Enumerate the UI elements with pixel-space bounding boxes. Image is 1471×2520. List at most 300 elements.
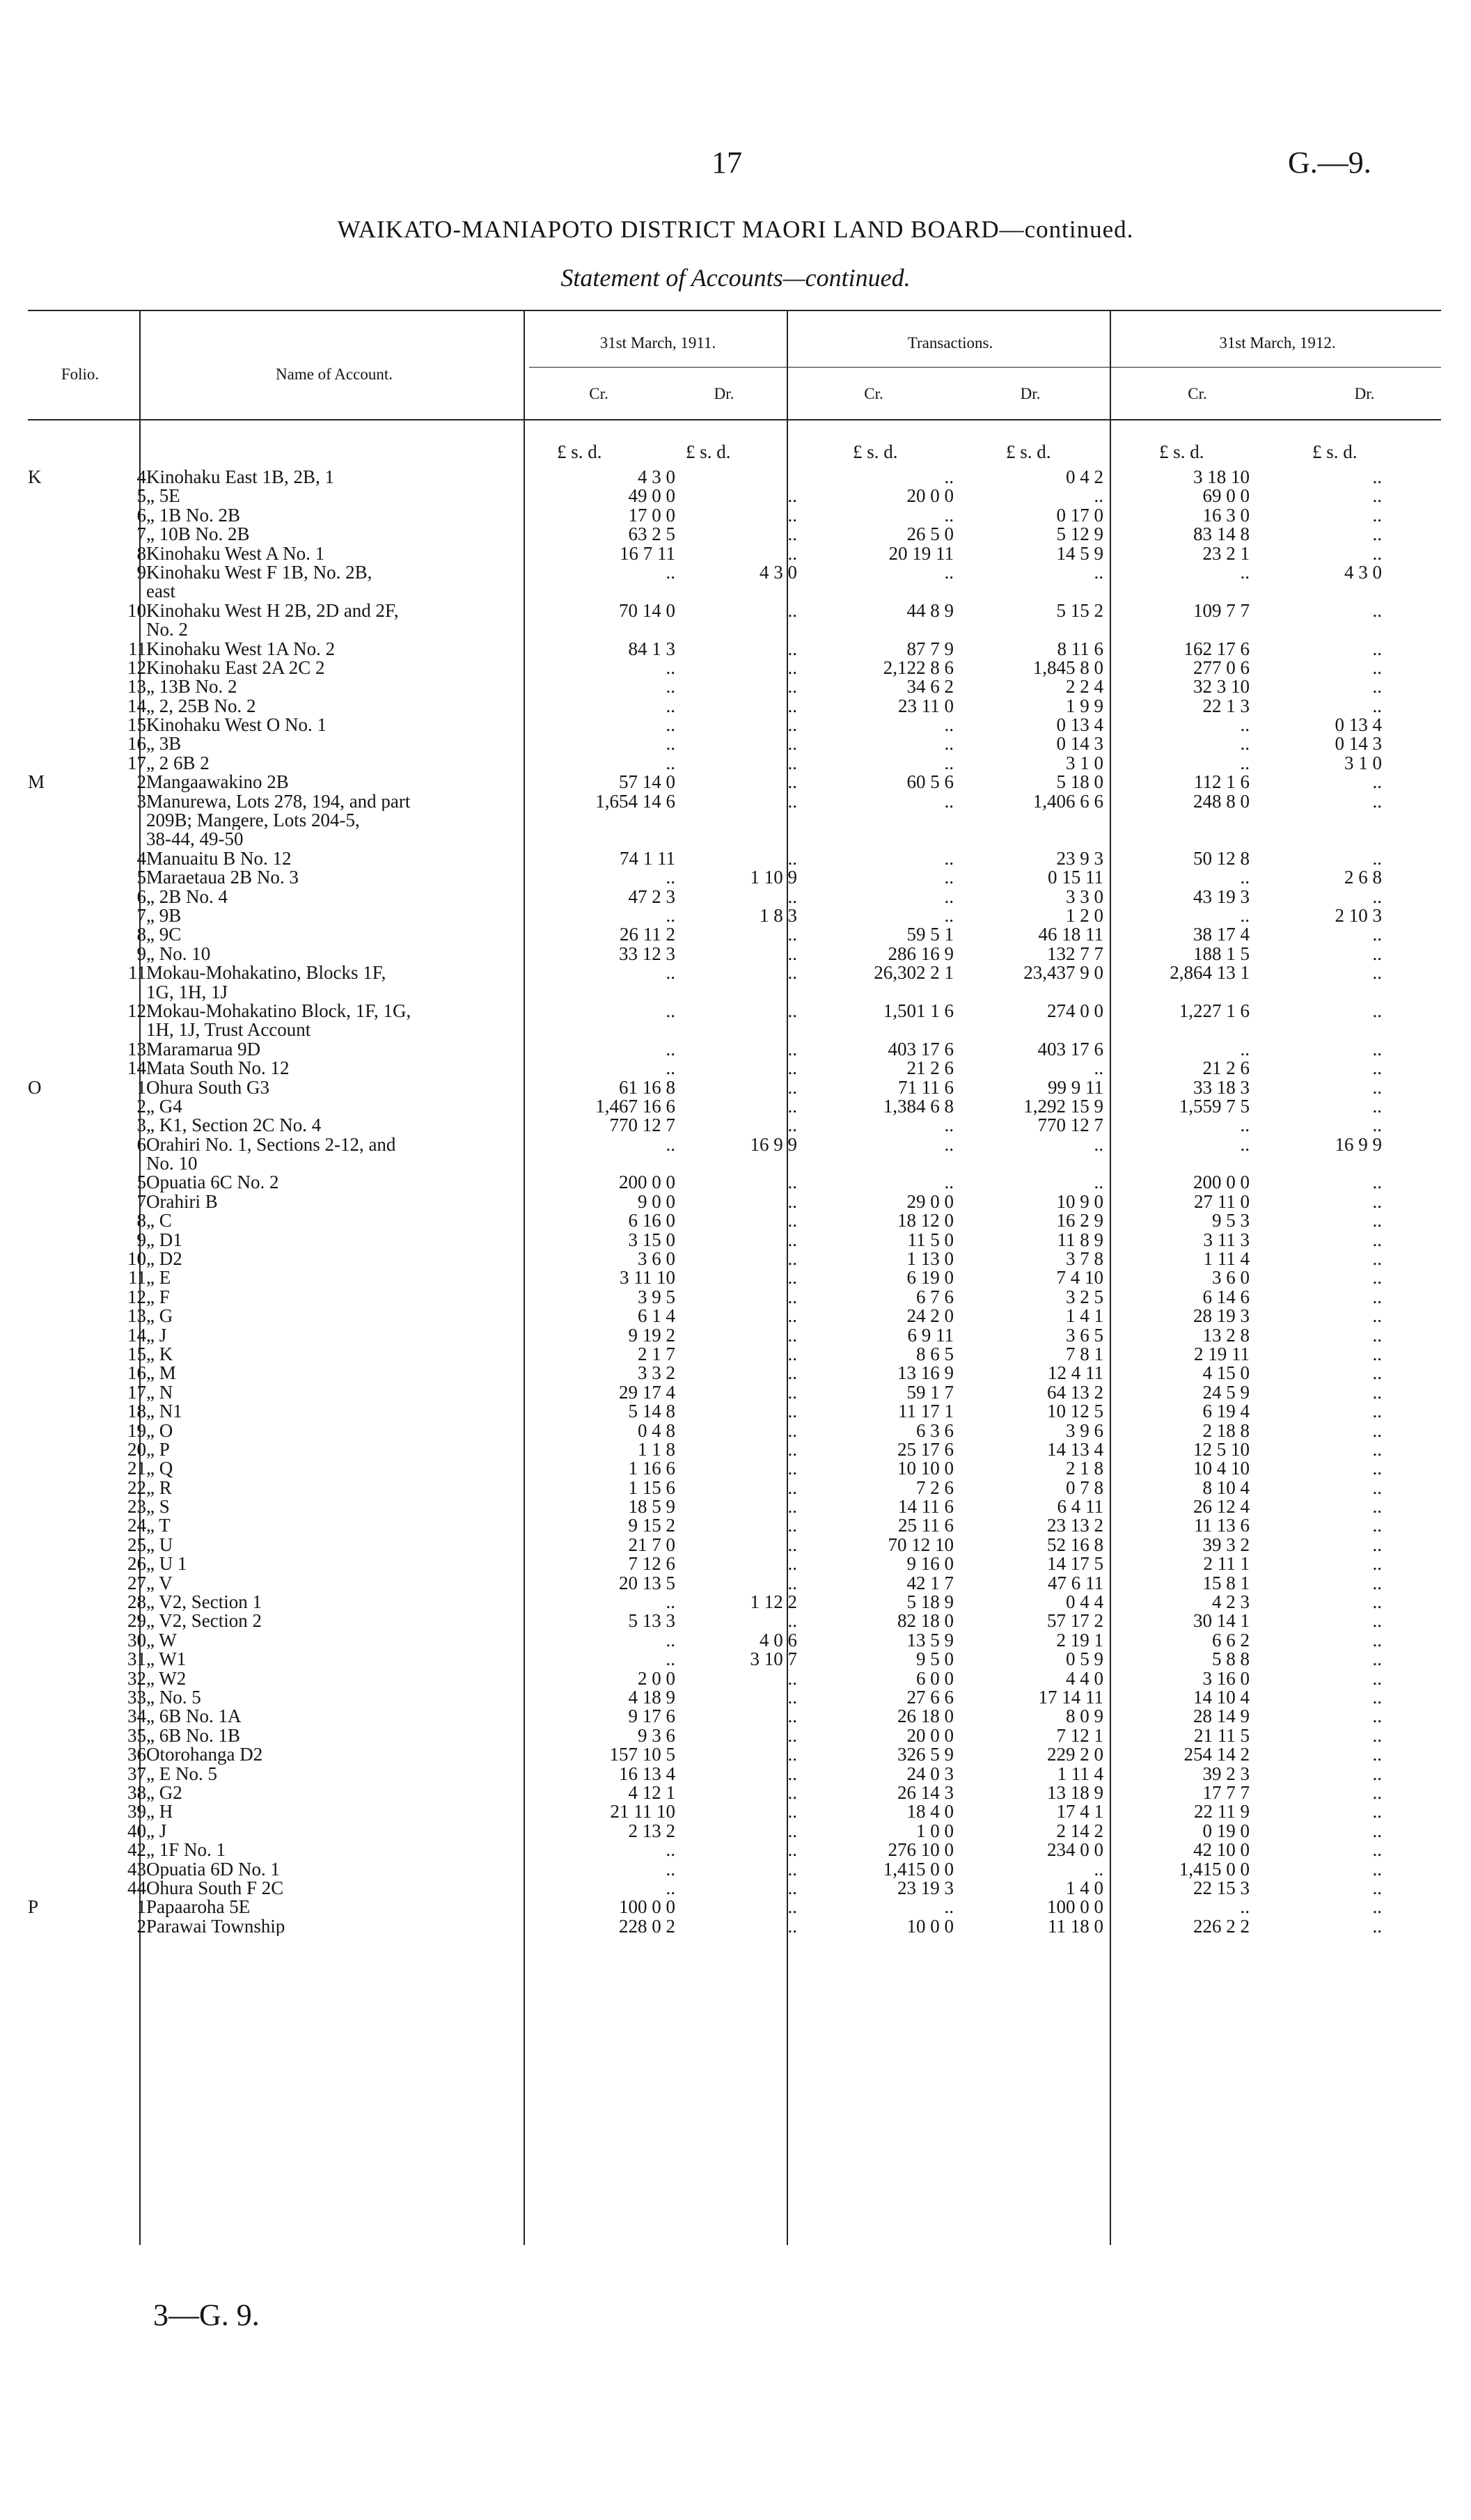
account-name: „ 9C	[146, 925, 182, 945]
dr-transactions: 5 12 9	[1056, 525, 1103, 544]
table-row	[28, 601, 1382, 620]
section-letter	[28, 1860, 66, 1879]
dr-1911	[675, 582, 797, 601]
cr-1911: 3 9 5	[638, 1287, 675, 1307]
units-dr-1912: £ s. d.	[1312, 441, 1358, 462]
section-letter	[28, 620, 66, 639]
cr-1912: 3 6 0	[1212, 1268, 1250, 1288]
table-row	[28, 1402, 1382, 1421]
cr-transactions: 60 5 6	[906, 773, 954, 792]
section-letter	[28, 1879, 66, 1898]
section-letter	[28, 849, 66, 868]
section-letter	[28, 1917, 66, 1936]
cr-1911: 6 16 0	[628, 1211, 675, 1231]
account-name: „ J	[146, 1821, 167, 1841]
cr-1911: 20 13 5	[619, 1573, 675, 1593]
cr-transactions	[797, 983, 954, 1002]
dr-1911: ..	[787, 925, 797, 945]
dr-transactions: 11 18 0	[1048, 1916, 1103, 1937]
table-row	[28, 1650, 1382, 1669]
folio-number: 38	[127, 1783, 146, 1803]
dr-transactions: ..	[1094, 1135, 1103, 1155]
table-row	[28, 1192, 1382, 1211]
dr-1911: ..	[787, 658, 797, 678]
dr-1911: ..	[787, 716, 797, 735]
cr-1912: 32 3 10	[1193, 677, 1250, 697]
cr-1911: ..	[666, 734, 675, 754]
folio-number: 1	[136, 1898, 146, 1917]
folio-number	[66, 1021, 146, 1039]
folio-number: 11	[128, 963, 146, 983]
table-row	[28, 1745, 1382, 1764]
account-name: Kinohaku West A No. 1	[146, 544, 325, 563]
cr-1911: 9 3 6	[638, 1726, 675, 1746]
dr-transactions: 64 13 2	[1047, 1383, 1103, 1403]
dr-1911: ..	[787, 1287, 797, 1307]
folio-number: 43	[127, 1859, 146, 1879]
table-row	[28, 544, 1382, 563]
folio-number: 6	[136, 1135, 146, 1155]
dr-1912: 3 1 0	[1344, 753, 1382, 773]
account-name: „ T	[146, 1516, 171, 1536]
cr-transactions: 6 7 6	[916, 1287, 954, 1307]
dr-1912: ..	[1372, 1230, 1382, 1250]
account-name: „ 5E	[146, 487, 180, 506]
table-row	[28, 563, 1382, 582]
cr-transactions: 2,122 8 6	[883, 658, 954, 678]
dr-transactions: 10 12 5	[1047, 1402, 1103, 1422]
cr-1911	[550, 1154, 675, 1173]
folio-number: 9	[136, 562, 146, 583]
cr-1911	[550, 582, 675, 601]
account-name: „ 3B	[146, 734, 182, 754]
dr-1911: ..	[787, 792, 797, 812]
dr-1912: ..	[1372, 677, 1382, 697]
dr-1911: ..	[787, 1726, 797, 1746]
dr-1911: ..	[787, 887, 797, 906]
dr-transactions: ..	[1094, 1059, 1103, 1078]
cr-1912	[1103, 983, 1250, 1002]
dr-transactions	[954, 811, 1103, 830]
dr-1912: 2 10 3	[1335, 906, 1382, 926]
table-row	[28, 1765, 1382, 1783]
cr-1912	[1103, 582, 1250, 601]
table-row	[28, 1231, 1382, 1250]
section-letter	[28, 1364, 66, 1383]
dr-1912: ..	[1372, 1096, 1382, 1117]
dr-1912: ..	[1372, 792, 1382, 812]
section-letter	[28, 1516, 66, 1535]
dr-1911: ..	[787, 1096, 797, 1117]
cr-1911	[550, 1021, 675, 1039]
account-name: „ 2 6B 2	[146, 753, 210, 773]
cr-1911: ..	[666, 1059, 675, 1078]
cr-1912: 2 19 11	[1194, 1344, 1250, 1364]
section-letter	[28, 1669, 66, 1688]
account-name: „ 6B No. 1A	[146, 1707, 242, 1726]
section-letter	[28, 1231, 66, 1250]
table-row	[28, 1307, 1382, 1325]
cr-transactions: 5 18 9	[906, 1593, 954, 1612]
account-name: Kinohaku West F 1B, No. 2B,	[146, 562, 372, 583]
table-row	[28, 1707, 1382, 1726]
account-name: „ U 1	[146, 1554, 187, 1574]
dr-transactions: 0 4 2	[1066, 468, 1103, 487]
folio-number: 13	[127, 677, 146, 697]
cr-transactions	[797, 1021, 954, 1039]
cr-1911: ..	[666, 753, 675, 773]
folio-header: Folio.	[61, 365, 100, 383]
folio-number: 3	[136, 1116, 146, 1135]
account-name: „ J	[146, 1325, 167, 1345]
folio-number: 14	[127, 696, 146, 716]
dr-1912: ..	[1372, 639, 1382, 659]
dr-1912: ..	[1372, 1307, 1382, 1326]
cr-1912: ..	[1240, 868, 1250, 888]
section-letter	[28, 1707, 66, 1726]
folio-number: 13	[127, 1307, 146, 1326]
account-name: „ U	[146, 1535, 173, 1555]
dr-1912: ..	[1372, 1898, 1382, 1917]
dr-1911: ..	[787, 1859, 797, 1879]
document-title: WAIKATO-MANIAPOTO DISTRICT MAORI LAND BOARD—continued.	[337, 216, 1134, 243]
dr-1912: ..	[1372, 887, 1382, 906]
dr-1911: 1 12 2	[750, 1593, 797, 1612]
units-dr-1911: £ s. d.	[686, 441, 731, 462]
cr-transactions: ..	[944, 1173, 954, 1192]
cr-transactions: 6 0 0	[916, 1669, 954, 1688]
cr-1911: 2 1 7	[638, 1344, 675, 1364]
section-letter	[28, 582, 66, 601]
section-letter: P	[28, 1898, 39, 1917]
cr-1911: 4 18 9	[628, 1688, 675, 1708]
folio-number: 4	[136, 468, 146, 487]
dr-transactions: 274 0 0	[1047, 1001, 1103, 1021]
cr-1912: 39 3 2	[1202, 1535, 1250, 1555]
cr-1911: 9 19 2	[628, 1325, 675, 1345]
cr-transactions: 20 0 0	[906, 1726, 954, 1746]
account-name: No. 10	[146, 1154, 198, 1174]
table-row	[28, 468, 1382, 487]
cr-transactions: 13 5 9	[906, 1630, 954, 1651]
cr-transactions: ..	[944, 468, 954, 487]
account-name: Orahiri B	[146, 1192, 218, 1212]
section-letter	[28, 906, 66, 925]
table-row	[28, 1078, 1382, 1097]
dr-1912: ..	[1372, 849, 1382, 869]
folio-number: 8	[136, 544, 146, 563]
dr-1911: ..	[787, 1745, 797, 1765]
dr-1911: ..	[787, 1402, 797, 1422]
cr-1911-header: Cr.	[589, 385, 608, 402]
dr-transactions: 4 4 0	[1066, 1669, 1103, 1688]
cr-transactions: 26,302 2 1	[874, 963, 954, 983]
cr-1911: ..	[666, 696, 675, 716]
dr-1911: ..	[787, 677, 797, 697]
dr-1912: ..	[1372, 1211, 1382, 1231]
cr-1912: 3 11 3	[1203, 1230, 1250, 1250]
dr-1912: 4 3 0	[1344, 562, 1382, 583]
table-row	[28, 1917, 1382, 1936]
table-row	[28, 659, 1382, 677]
cr-1912-header: Cr.	[1188, 385, 1207, 402]
table-row	[28, 1002, 1382, 1021]
folio-number: 6	[136, 887, 146, 906]
cr-1912: 11 13 6	[1194, 1516, 1250, 1536]
cr-1912: 42 10 0	[1193, 1841, 1250, 1860]
section-letter	[28, 1783, 66, 1802]
dr-transactions: 1,292 15 9	[1023, 1096, 1103, 1117]
cr-transactions: ..	[944, 1116, 954, 1135]
dr-1912: ..	[1372, 1554, 1382, 1574]
cr-1911: 26 11 2	[620, 925, 675, 945]
dr-1911: ..	[787, 1173, 797, 1192]
account-name: „ S	[146, 1497, 170, 1517]
dr-1912: ..	[1372, 1078, 1382, 1097]
dr-1911: ..	[787, 1688, 797, 1708]
cr-1911: 47 2 3	[628, 887, 675, 906]
folio-number: 10	[127, 1250, 146, 1269]
cr-transactions: 23 19 3	[897, 1878, 954, 1898]
dr-1911: ..	[787, 1821, 797, 1841]
cr-1912: 254 14 2	[1183, 1745, 1250, 1765]
account-name: „ 1F No. 1	[146, 1841, 226, 1860]
account-name: No. 2	[146, 620, 188, 640]
dr-1911: ..	[787, 487, 797, 506]
dr-transactions: 1 11 4	[1057, 1764, 1103, 1783]
account-name: Mangaawakino 2B	[146, 773, 289, 792]
dr-1911: ..	[787, 1707, 797, 1726]
section-letter	[28, 868, 66, 887]
cr-transactions: 25 11 6	[898, 1516, 954, 1536]
account-name: „ No. 10	[146, 944, 211, 964]
account-name: Otorohanga D2	[146, 1745, 263, 1765]
dr-1911: ..	[787, 734, 797, 754]
section-letter	[28, 1612, 66, 1630]
section-letter	[28, 1440, 66, 1459]
cr-1912: 6 19 4	[1202, 1402, 1250, 1422]
cr-transactions: ..	[944, 1898, 954, 1917]
account-name: „ 2B No. 4	[146, 887, 228, 906]
table-row	[28, 792, 1382, 811]
dr-1911: ..	[787, 1669, 797, 1688]
folio-number: 7	[136, 1192, 146, 1212]
cr-1912: 13 2 8	[1202, 1325, 1250, 1345]
dr-1911	[675, 1154, 797, 1173]
cr-1911: 21 7 0	[628, 1535, 675, 1555]
folio-number	[66, 582, 146, 601]
section-letter	[28, 734, 66, 753]
dr-transactions: 2 2 4	[1066, 677, 1103, 697]
dr-1911: ..	[787, 1250, 797, 1269]
cr-1911	[550, 983, 675, 1002]
cr-1911: 6 1 4	[638, 1307, 675, 1326]
dr-1912: ..	[1372, 963, 1382, 983]
table-row	[28, 1860, 1382, 1879]
table-row	[28, 1345, 1382, 1364]
dr-transactions: 1 2 0	[1066, 906, 1103, 926]
dr-1912: ..	[1372, 1497, 1382, 1517]
cr-transactions: ..	[944, 753, 954, 773]
cr-transactions	[797, 620, 954, 639]
cr-transactions: 25 17 6	[897, 1440, 954, 1460]
dr-transactions	[954, 620, 1103, 639]
cr-transactions: 87 7 9	[906, 639, 954, 659]
folio-number: 5	[136, 1173, 146, 1192]
account-name: „ H	[146, 1802, 173, 1822]
cr-1911	[550, 811, 675, 830]
cr-1912: 28 19 3	[1193, 1307, 1250, 1326]
document-reference: G.—9.	[1288, 145, 1371, 180]
cr-1912: 9 5 3	[1212, 1211, 1250, 1231]
dr-transactions: 13 18 9	[1047, 1783, 1103, 1803]
cr-transactions: 70 12 10	[888, 1535, 954, 1555]
section-letter	[28, 1211, 66, 1230]
cr-1911: ..	[666, 906, 675, 926]
table-row	[28, 849, 1382, 868]
dr-1911: ..	[787, 696, 797, 716]
folio-number: 15	[127, 1344, 146, 1364]
table-row	[28, 1612, 1382, 1630]
dr-1912: ..	[1372, 1726, 1382, 1746]
table-row	[28, 1802, 1382, 1821]
cr-1912: ..	[1240, 906, 1250, 926]
folio-number: 31	[127, 1650, 146, 1669]
dr-1911: ..	[787, 1554, 797, 1574]
dr-transactions	[954, 1154, 1103, 1173]
dr-1912	[1250, 1154, 1382, 1173]
account-name: Kinohaku West H 2B, 2D and 2F,	[146, 601, 399, 621]
cr-1911: 4 12 1	[628, 1783, 675, 1803]
dr-1911: ..	[787, 1059, 797, 1078]
cr-1912: 38 17 4	[1193, 925, 1250, 945]
cr-1911: 157 10 5	[609, 1745, 675, 1765]
cr-1912: 1,227 1 6	[1179, 1001, 1250, 1021]
cr-transactions: 13 16 9	[897, 1364, 954, 1383]
table-row	[28, 963, 1382, 982]
cr-transactions: 6 19 0	[906, 1268, 954, 1288]
dr-1912: ..	[1372, 1364, 1382, 1383]
section-letter	[28, 659, 66, 677]
account-name: „ G	[146, 1307, 173, 1326]
folio-number: 3	[136, 792, 146, 812]
account-name: „ E	[146, 1268, 171, 1288]
dr-transactions: 100 0 0	[1047, 1898, 1103, 1917]
folio-number: 7	[136, 906, 146, 926]
account-name: Maramarua 9D	[146, 1039, 261, 1060]
folio-number: 5	[136, 487, 146, 506]
header-mid-rule	[529, 367, 1441, 368]
cr-1911: 9 15 2	[628, 1516, 675, 1536]
dr-1911: ..	[787, 773, 797, 792]
dr-transactions	[954, 983, 1103, 1002]
cr-1911: ..	[666, 677, 675, 697]
cr-1911: 2 13 2	[628, 1821, 675, 1841]
cr-1912: 16 3 0	[1202, 505, 1250, 526]
cr-1912: 30 14 1	[1193, 1612, 1250, 1631]
account-name: „ C	[146, 1211, 172, 1231]
cr-transactions: 10 10 0	[897, 1459, 954, 1479]
units-dr-transactions: £ s. d.	[1006, 441, 1051, 462]
dr-transactions-header: Dr.	[1020, 385, 1041, 402]
cr-1912: 10 4 10	[1193, 1459, 1250, 1479]
dr-1912: ..	[1372, 1325, 1382, 1345]
dr-1911: ..	[787, 505, 797, 526]
folio-number: 6	[136, 505, 146, 526]
folio-number: 14	[127, 1059, 146, 1078]
dr-1911: ..	[787, 1364, 797, 1383]
cr-transactions: 1 13 0	[906, 1250, 954, 1269]
cr-transactions: ..	[944, 1135, 954, 1155]
dr-1912: ..	[1372, 1344, 1382, 1364]
dr-1912: ..	[1372, 1821, 1382, 1841]
cr-transactions	[797, 830, 954, 849]
section-letter	[28, 525, 66, 544]
dr-1911: ..	[787, 1268, 797, 1288]
dr-1912: ..	[1372, 1878, 1382, 1898]
dr-1912: ..	[1372, 1783, 1382, 1803]
section-letter	[28, 1802, 66, 1821]
folio-number: 2	[136, 1916, 146, 1937]
folio-number: 8	[136, 1211, 146, 1231]
section-letter	[28, 1097, 66, 1116]
units-cr-1911: £ s. d.	[557, 441, 602, 462]
dr-transactions	[954, 830, 1103, 849]
section-letter	[28, 1726, 66, 1745]
table-row	[28, 1021, 1382, 1039]
header-top-rule	[28, 310, 1441, 311]
cr-transactions: 403 17 6	[888, 1039, 954, 1060]
section-letter	[28, 1593, 66, 1612]
transactions-header: Transactions.	[907, 334, 993, 352]
cr-1912: 3 18 10	[1193, 468, 1250, 487]
cr-1911: 3 15 0	[628, 1230, 675, 1250]
folio-number: 29	[127, 1612, 146, 1631]
folio-number: 37	[127, 1764, 146, 1783]
account-name: „ V2, Section 2	[146, 1612, 262, 1631]
cr-transactions: 1,384 6 8	[883, 1096, 954, 1117]
folio-number: 12	[127, 1287, 146, 1307]
dr-1911: ..	[787, 1001, 797, 1021]
cr-1912: 109 7 7	[1193, 601, 1250, 621]
table-row	[28, 1879, 1382, 1898]
cr-1911: 2 0 0	[638, 1669, 675, 1688]
section-letter	[28, 1497, 66, 1516]
dr-1912: ..	[1372, 1287, 1382, 1307]
section-letter	[28, 1192, 66, 1211]
dr-1912: ..	[1372, 468, 1382, 487]
section-letter	[28, 697, 66, 716]
dr-transactions: 5 18 0	[1056, 773, 1103, 792]
cr-transactions: 27 6 6	[906, 1688, 954, 1708]
account-name: „ D2	[146, 1250, 182, 1269]
table-row	[28, 1135, 1382, 1154]
dr-transactions: 1 4 0	[1066, 1878, 1103, 1898]
cr-1911: 16 13 4	[619, 1764, 675, 1783]
section-letter	[28, 1268, 66, 1287]
section-letter	[28, 945, 66, 963]
account-name: Manurewa, Lots 278, 194, and part	[146, 792, 411, 812]
dr-1911: ..	[787, 544, 797, 563]
cr-transactions: 8 6 5	[916, 1344, 954, 1364]
account-name: „ D1	[146, 1230, 182, 1250]
cr-1912: 43 19 3	[1193, 887, 1250, 906]
dr-1912: ..	[1372, 696, 1382, 716]
cr-transactions: 14 11 6	[898, 1497, 954, 1517]
folio-number: 9	[136, 944, 146, 964]
table-row	[28, 506, 1382, 525]
dr-1911: ..	[787, 1478, 797, 1498]
